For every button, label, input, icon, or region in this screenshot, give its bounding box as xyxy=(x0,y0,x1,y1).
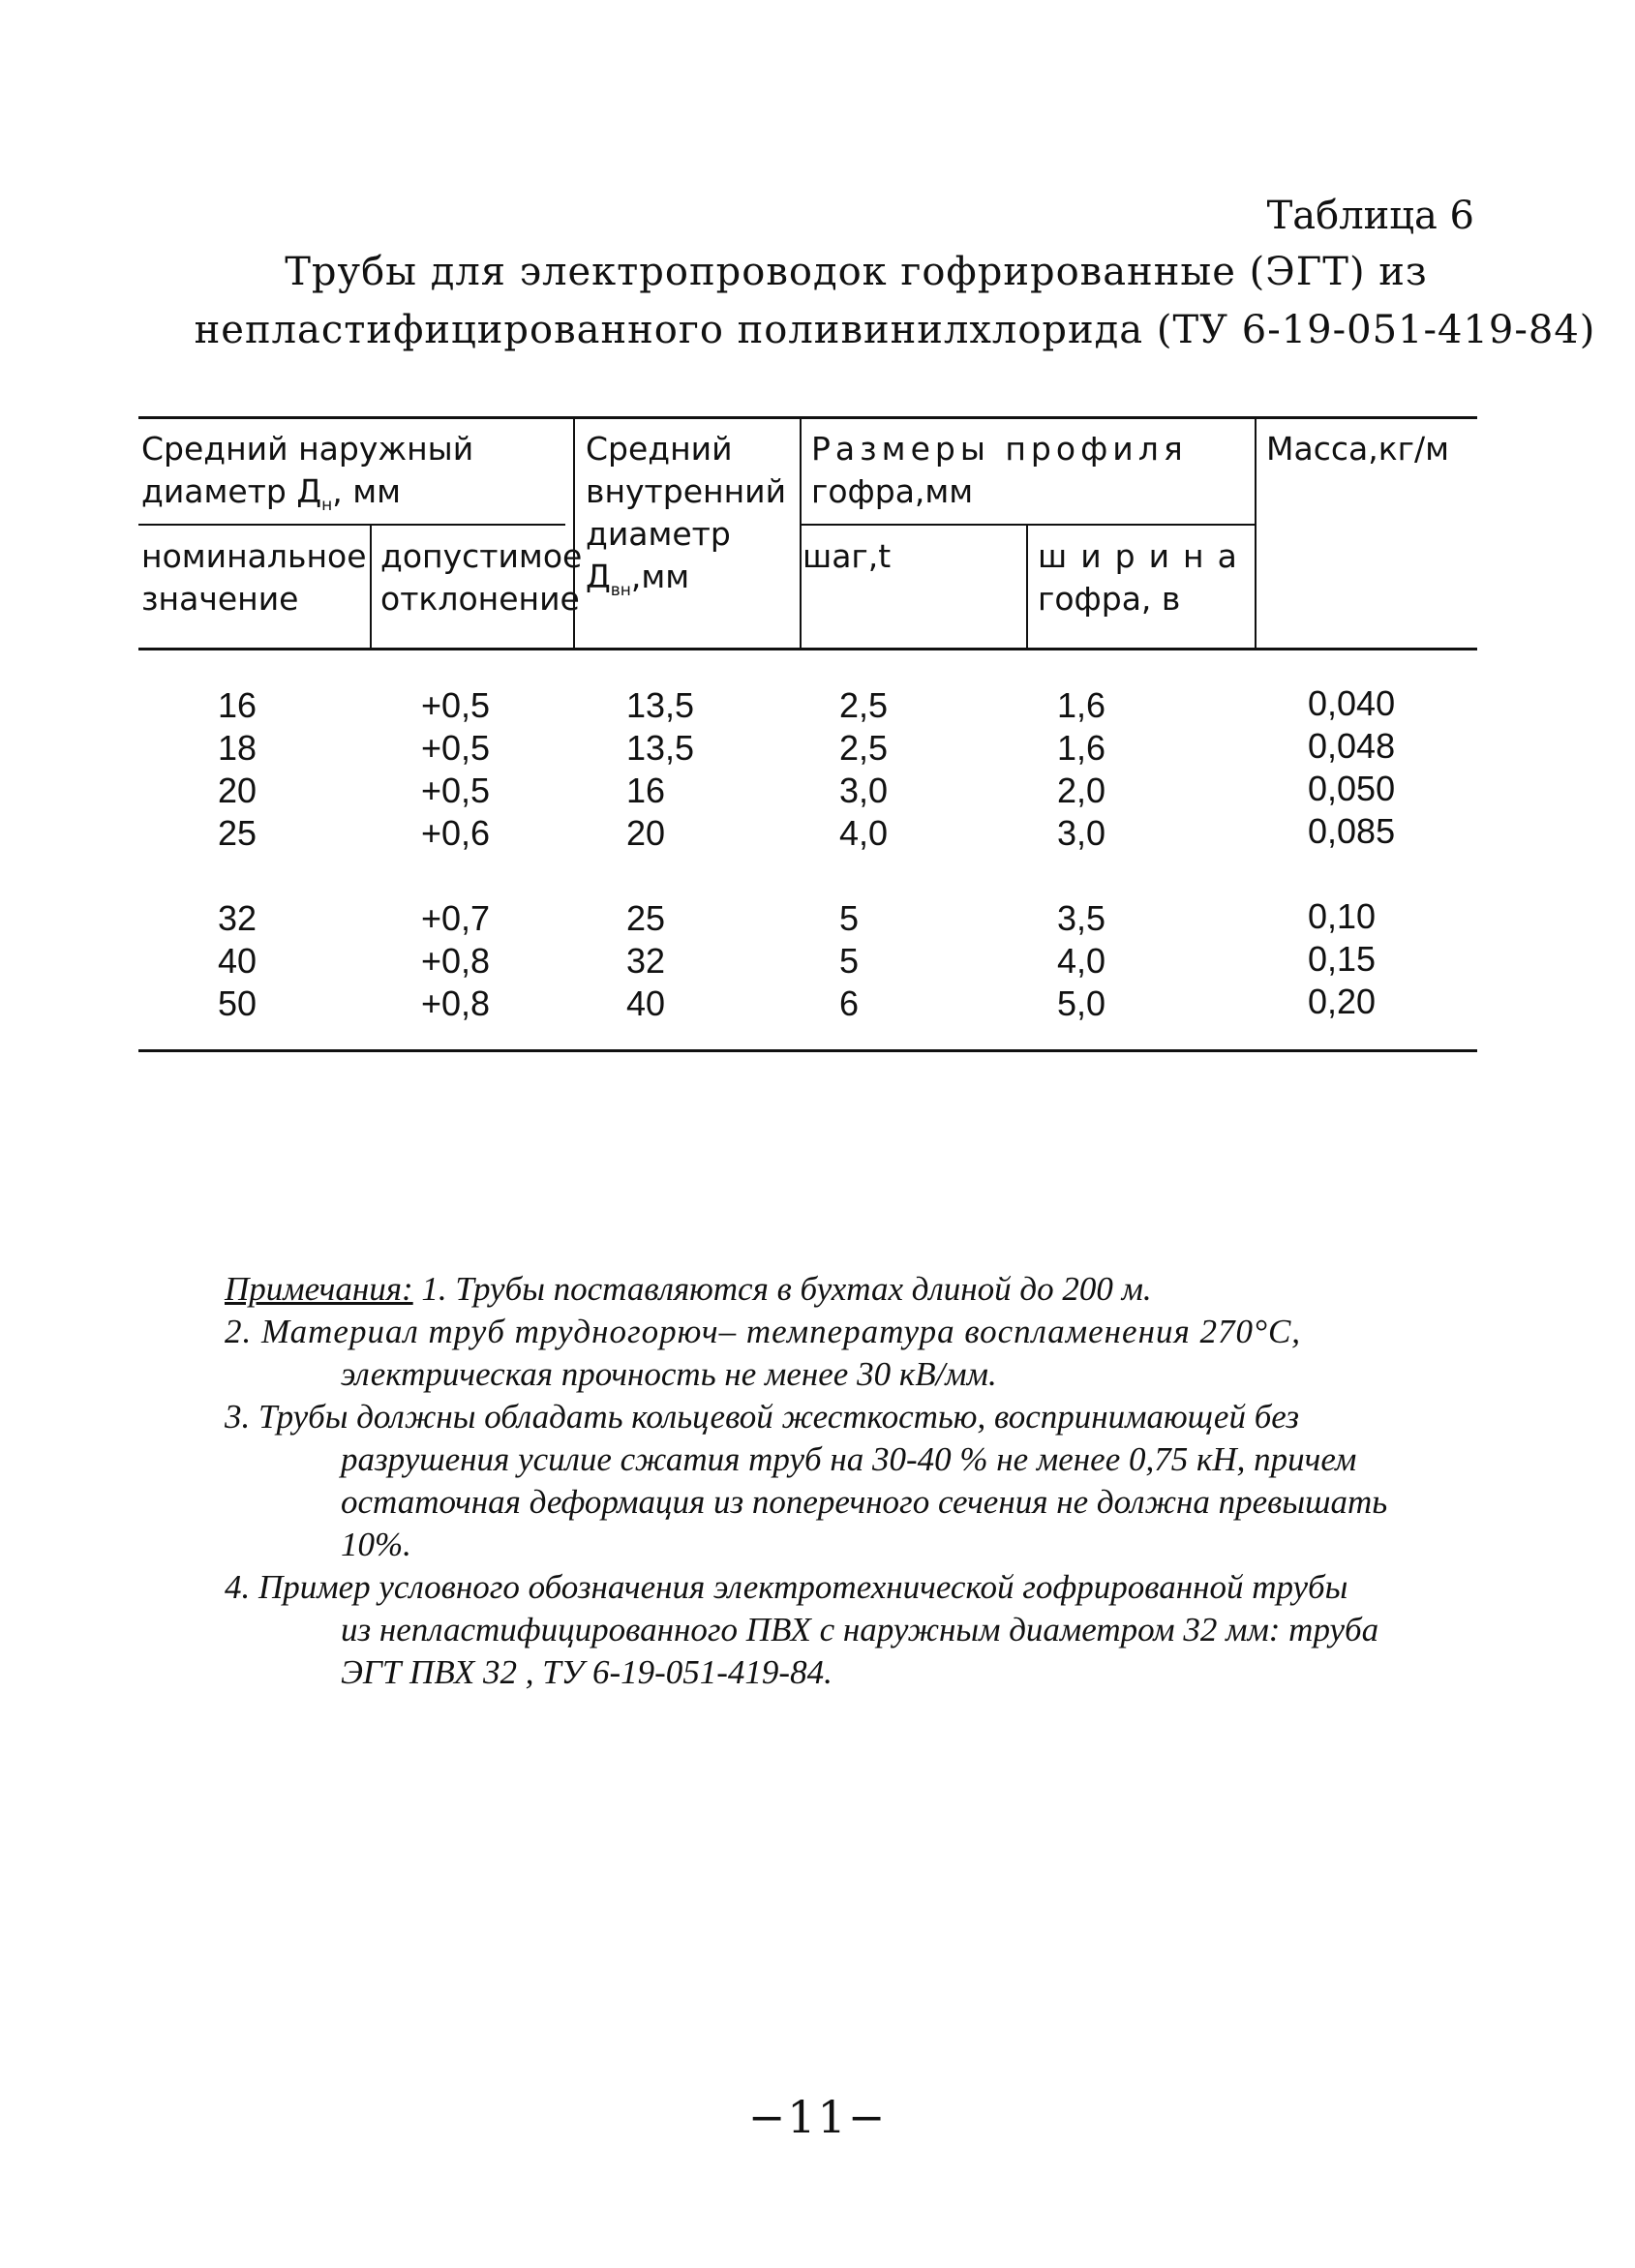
header-outer-diameter: Средний наружный диаметр $Д_н$, мм xyxy=(141,430,474,515)
cell-mass: 0,10 xyxy=(1308,896,1377,936)
cell-nominal: 25 xyxy=(218,813,257,853)
cell-inner: 13,5 xyxy=(626,685,695,725)
cell-width: 3,5 xyxy=(1057,898,1106,938)
cell-nominal: 20 xyxy=(218,771,257,810)
cell-mass: 0,048 xyxy=(1308,726,1396,766)
cell-pitch: 5 xyxy=(839,941,860,981)
header-pitch: шаг,t xyxy=(802,537,892,575)
table-header-bottom-rule xyxy=(138,648,1477,650)
note-2-line-1: 2. Материал труб трудногорюч– температура воспламенения 270°С, xyxy=(225,1313,1302,1350)
profile-subheader-rule xyxy=(800,524,1257,526)
page-number: −11− xyxy=(747,2091,888,2143)
header-profile-dimensions: Размеры профиля гофра,мм xyxy=(811,430,1188,510)
table-title-line-2: непластифицированного поливинилхлорида (ТУ 6-19-051-419-84) xyxy=(194,308,1596,352)
note-4-line-2: из непластифицированного ПВХ с наружным диаметром 32 мм: труба xyxy=(341,1611,1379,1648)
header-width: ширина гофра, в xyxy=(1038,537,1251,618)
col-divider-5 xyxy=(1255,419,1257,650)
cell-inner: 20 xyxy=(626,813,666,853)
cell-mass: 0,15 xyxy=(1308,939,1377,979)
cell-inner: 32 xyxy=(626,941,666,981)
cell-pitch: 6 xyxy=(839,983,860,1023)
cell-width: 4,0 xyxy=(1057,941,1106,981)
cell-nominal: 16 xyxy=(218,685,257,725)
cell-width: 1,6 xyxy=(1057,728,1106,768)
cell-mass: 0,050 xyxy=(1308,769,1396,808)
cell-tolerance: +0,8 xyxy=(421,983,491,1023)
cell-mass: 0,040 xyxy=(1308,683,1396,723)
cell-width: 1,6 xyxy=(1057,685,1106,725)
cell-width: 3,0 xyxy=(1057,813,1106,853)
cell-inner: 25 xyxy=(626,898,666,938)
note-3-line-4: 10%. xyxy=(341,1526,411,1563)
note-3-line-3: остаточная деформация из поперечного сечения не должна превышать xyxy=(341,1483,1388,1521)
table-title-line-1: Трубы для электропроводок гофрированные (ЭГТ) из xyxy=(285,250,1428,294)
col-divider-4 xyxy=(1026,524,1028,650)
note-4-line-1: 4. Пример условного обозначения электротехнической гофрированной трубы xyxy=(225,1568,1348,1606)
note-1: Примечания: 1. Трубы поставляются в бухтах длиной до 200 м. xyxy=(225,1270,1152,1308)
cell-nominal: 32 xyxy=(218,898,257,938)
cell-inner: 16 xyxy=(626,771,666,810)
table-label: Таблица 6 xyxy=(1266,194,1474,238)
cell-tolerance: +0,5 xyxy=(421,728,491,768)
cell-tolerance: +0,7 xyxy=(421,898,491,938)
cell-inner: 40 xyxy=(626,983,666,1023)
col-divider-3 xyxy=(800,419,802,650)
cell-tolerance: +0,5 xyxy=(421,771,491,810)
cell-pitch: 3,0 xyxy=(839,771,889,810)
cell-width: 2,0 xyxy=(1057,771,1106,810)
cell-width: 5,0 xyxy=(1057,983,1106,1023)
cell-mass: 0,085 xyxy=(1308,811,1396,851)
cell-nominal: 40 xyxy=(218,941,257,981)
cell-pitch: 5 xyxy=(839,898,860,938)
note-4-line-3: ЭГТ ПВХ 32 , ТУ 6-19-051-419-84. xyxy=(341,1653,833,1691)
cell-tolerance: +0,6 xyxy=(421,813,491,853)
cell-nominal: 18 xyxy=(218,728,257,768)
header-nominal: номинальное значение xyxy=(141,537,367,618)
note-3-line-2: разрушения усилие сжатия труб на 30-40 % не менее 0,75 кН, причем xyxy=(341,1440,1357,1478)
cell-inner: 13,5 xyxy=(626,728,695,768)
cell-tolerance: +0,5 xyxy=(421,685,491,725)
cell-pitch: 2,5 xyxy=(839,685,889,725)
note-2-line-2: электрическая прочность не менее 30 кВ/мм. xyxy=(341,1355,997,1393)
table-top-rule xyxy=(138,416,1477,419)
cell-tolerance: +0,8 xyxy=(421,941,491,981)
table-bottom-rule xyxy=(138,1049,1477,1052)
notes-heading: Примечания: xyxy=(225,1270,413,1308)
header-mass: Масса,кг/м xyxy=(1266,430,1449,468)
cell-mass: 0,20 xyxy=(1308,982,1377,1021)
note-3-line-1: 3. Трубы должны обладать кольцевой жесткостью, воспринимающей без xyxy=(225,1398,1300,1436)
header-tolerance: допустимое отклонение xyxy=(380,537,583,618)
cell-pitch: 2,5 xyxy=(839,728,889,768)
col-divider-1 xyxy=(370,524,372,650)
header-inner-diameter: Средний внутренний диаметр $Д_{вн},мм$ xyxy=(586,430,787,600)
cell-nominal: 50 xyxy=(218,983,257,1023)
cell-pitch: 4,0 xyxy=(839,813,889,853)
